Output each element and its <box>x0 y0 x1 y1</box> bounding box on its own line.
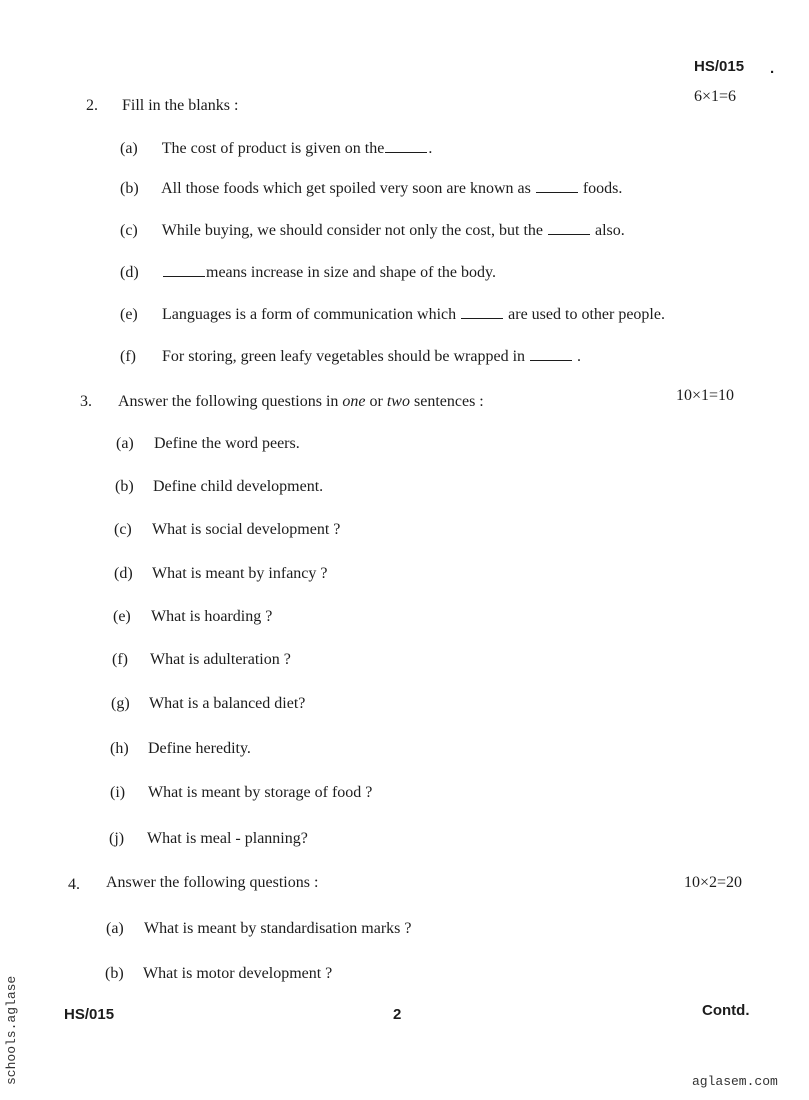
q3-item-c <box>114 521 340 539</box>
item-label: (h) <box>110 740 129 757</box>
item-label: (d) <box>120 264 139 281</box>
blank-line <box>163 275 205 277</box>
q3-item-f <box>112 651 291 669</box>
q3-title-two: two <box>386 393 410 410</box>
q3-item-b <box>115 478 323 496</box>
q2-item-e <box>120 306 665 324</box>
item-label: (e) <box>113 608 131 625</box>
q2-item-f <box>120 348 581 366</box>
item-label: (a) <box>106 920 124 937</box>
item-text-before: While buying, we should consider not only the cost, but the <box>161 222 543 239</box>
item-label: (c) <box>120 222 138 239</box>
item-label: (b) <box>115 478 134 495</box>
item-text: What is social development ? <box>152 521 341 538</box>
q4-marks: 10×2=20 <box>684 874 743 891</box>
q2-item-b <box>120 180 622 198</box>
q2-title: Fill in the blanks : <box>122 97 239 114</box>
q3-item-a <box>116 435 300 453</box>
q3-title-pre: Answer the following questions in <box>118 393 339 410</box>
item-text: What is meant by standardisation marks ? <box>144 920 412 937</box>
item-text-before: For storing, green leafy vegetables should be wrapped in <box>162 348 526 365</box>
item-label: (j) <box>109 830 125 847</box>
blank-line <box>461 317 503 319</box>
item-text: What is meant by storage of food ? <box>148 784 373 801</box>
blank-line <box>548 233 590 235</box>
item-text: Define heredity. <box>148 740 251 757</box>
q2-item-a <box>120 140 432 158</box>
item-text: Define the word peers. <box>154 435 300 452</box>
item-text-after: also. <box>595 222 625 239</box>
item-text: What is hoarding ? <box>151 608 273 625</box>
item-text: What is adulteration ? <box>150 651 291 668</box>
blank-line <box>385 151 427 153</box>
q3-title-or: or <box>369 393 383 410</box>
q3-item-h <box>110 740 251 758</box>
q4-number: 4. <box>68 876 80 893</box>
footer-code: HS/015 <box>64 1006 115 1023</box>
q2-marks: 6×1=6 <box>694 88 737 105</box>
q3-marks: 10×1=10 <box>676 387 735 404</box>
item-text: What is meal - planning? <box>147 830 308 847</box>
item-label: (b) <box>105 965 124 982</box>
q3-item-d <box>114 565 328 583</box>
bottom-watermark: aglasem.com <box>692 1074 778 1089</box>
item-text: Define child development. <box>153 478 324 495</box>
item-text-before: All those foods which get spoiled very soon are known as <box>161 180 531 197</box>
q3-item-e <box>113 608 272 626</box>
item-label: (f) <box>120 348 136 365</box>
item-text-after: . <box>577 348 582 365</box>
contd-label: Contd. <box>702 1002 750 1019</box>
side-watermark: schools.aglase <box>4 975 19 1085</box>
blank-line <box>530 359 572 361</box>
item-text: What is meant by infancy ? <box>152 565 328 582</box>
q3-title-post: sentences : <box>413 393 484 410</box>
item-text-after: . <box>428 140 433 157</box>
item-text-before: Languages is a form of communication which <box>162 306 457 323</box>
item-label: (f) <box>112 651 128 668</box>
q3-item-i <box>110 784 372 802</box>
page-header-code: HS/015 <box>694 58 745 75</box>
item-label: (e) <box>120 306 138 323</box>
item-text-before: The cost of product is given on the <box>161 140 385 157</box>
q2-item-d <box>120 264 496 282</box>
q3-title <box>118 393 484 411</box>
q3-item-g <box>111 695 305 713</box>
blank-line <box>536 191 578 193</box>
item-text: What is a balanced diet? <box>149 695 306 712</box>
q3-title-one: one <box>342 393 366 410</box>
q2-number: 2. <box>86 97 98 114</box>
item-label: (g) <box>111 695 130 712</box>
item-text-after: means increase in size and shape of the body. <box>206 264 496 281</box>
header-dot: . <box>770 60 775 77</box>
q4-item-a <box>106 920 411 938</box>
item-label: (a) <box>120 140 138 157</box>
item-label: (d) <box>114 565 133 582</box>
item-text-after: are used to other people. <box>508 306 665 323</box>
q4-title: Answer the following questions : <box>106 874 319 891</box>
item-label: (a) <box>116 435 134 452</box>
q2-item-c <box>120 222 625 240</box>
item-text-after: foods. <box>582 180 623 197</box>
q3-number: 3. <box>80 393 92 410</box>
item-label: (c) <box>114 521 132 538</box>
item-text: What is motor development ? <box>143 965 333 982</box>
page-number: 2 <box>393 1006 402 1023</box>
q3-item-j <box>109 830 308 848</box>
item-label: (i) <box>110 784 126 801</box>
q4-item-b <box>105 965 332 983</box>
item-label: (b) <box>120 180 139 197</box>
